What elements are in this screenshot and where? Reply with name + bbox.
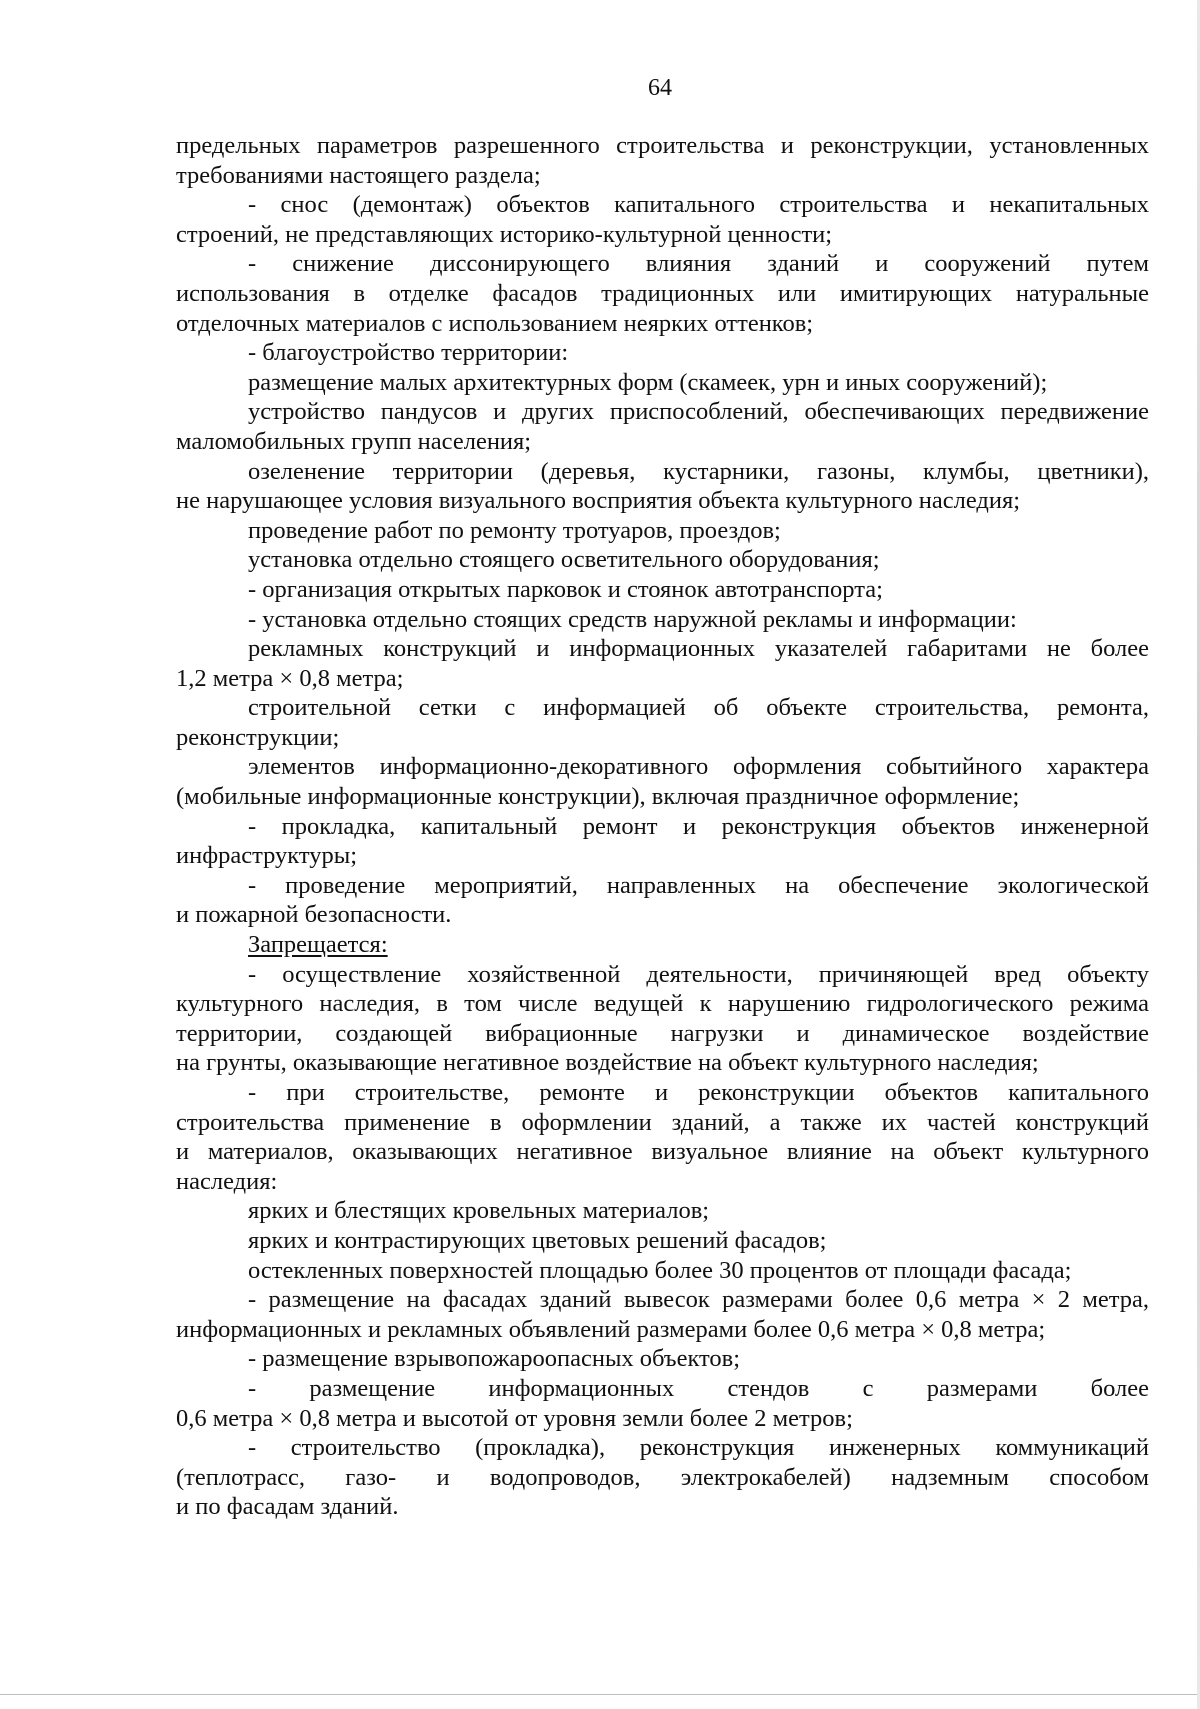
- text-line-content: информационных и рекламных объявлений размерами более 0,6 метра × 0,8 метра;: [176, 1315, 1046, 1343]
- text-line: [176, 1256, 1149, 1286]
- text-line-content: - размещение на фасадах зданий вывесок размерами более 0,6 метра × 2 метра,: [248, 1286, 1149, 1314]
- text-line: [176, 723, 1149, 753]
- text-line: [176, 1315, 1149, 1345]
- text-line-content: (мобильные информационные конструкции), включая праздничное оформление;: [176, 783, 1020, 811]
- text-line: [176, 457, 1149, 487]
- text-line-content: остекленных поверхностей площадью более 30 процентов от площади фасада;: [248, 1256, 1072, 1284]
- text-line-content: - размещение взрывопожароопасных объектов;: [248, 1345, 741, 1373]
- text-line: [176, 161, 1149, 191]
- text-line: [176, 1226, 1149, 1256]
- scan-bottom-edge: [0, 1694, 1200, 1695]
- text-line-content: - благоустройство территории:: [248, 339, 569, 367]
- text-line: [176, 309, 1149, 339]
- text-line-content: строительной сетки с информацией об объекте строительства, ремонта,: [248, 694, 1149, 722]
- text-line: [176, 693, 1149, 723]
- text-line-content: - организация открытых парковок и стоянок автотранспорта;: [248, 575, 883, 603]
- text-line: [176, 1344, 1149, 1374]
- text-line: [176, 930, 1149, 960]
- text-line-content: элементов информационно-декоративного оформления событийного характера: [248, 753, 1149, 781]
- text-line-content: - прокладка, капитальный ремонт и реконструкция объектов инженерной: [248, 812, 1149, 840]
- text-line: [176, 960, 1149, 990]
- text-line-content: 0,6 метра × 0,8 метра и высотой от уровня земли более 2 метров;: [176, 1404, 853, 1432]
- text-line-content: - снижение диссонирующего влияния зданий и сооружений путем: [248, 250, 1149, 278]
- text-line-content: - снос (демонтаж) объектов капитального строительства и некапитальных: [248, 191, 1149, 219]
- text-line-content: культурного наследия, в том числе ведущей к нарушению гидрологического режима: [176, 990, 1149, 1018]
- text-line-content: установка отдельно стоящего осветительного оборудования;: [248, 546, 880, 574]
- text-line-content: инфраструктуры;: [176, 842, 358, 870]
- text-line-content: озеленение территории (деревья, кустарники, газоны, клумбы, цветники),: [248, 457, 1149, 485]
- text-line: [176, 338, 1149, 368]
- text-line: [176, 279, 1149, 309]
- text-line: [176, 427, 1149, 457]
- text-line-content: проведение работ по ремонту тротуаров, проездов;: [248, 516, 781, 544]
- text-line: [176, 989, 1149, 1019]
- text-line-content: строительства применение в оформлении зданий, а также их частей конструкций: [176, 1108, 1149, 1136]
- text-line: [176, 1433, 1149, 1463]
- text-line: [176, 634, 1149, 664]
- text-line: [176, 516, 1149, 546]
- text-line-content: наследия:: [176, 1167, 278, 1195]
- page-number: 64: [648, 75, 672, 101]
- text-line: [176, 1048, 1149, 1078]
- text-line-content: территории, создающей вибрационные нагрузки и динамическое воздействие: [176, 1019, 1149, 1047]
- text-line-content: 1,2 метра × 0,8 метра;: [176, 664, 404, 692]
- text-line: [176, 605, 1149, 635]
- text-line-content: использования в отделке фасадов традиционных или имитирующих натуральные: [176, 279, 1149, 307]
- text-line: [176, 1374, 1149, 1404]
- text-line-content: и материалов, оказывающих негативное визуальное влияние на объект культурного: [176, 1138, 1149, 1166]
- text-line: [176, 900, 1149, 930]
- text-line: [176, 1463, 1149, 1493]
- text-line: [176, 871, 1149, 901]
- section-heading: Запрещается:: [248, 931, 388, 959]
- text-line-content: маломобильных групп населения;: [176, 427, 532, 455]
- text-line-content: устройство пандусов и других приспособлений, обеспечивающих передвижение: [248, 398, 1149, 426]
- text-line: [176, 1492, 1149, 1522]
- text-line-content: рекламных конструкций и информационных указателей габаритами не более: [248, 635, 1149, 663]
- text-line-content: - размещение информационных стендов с размерами более: [248, 1374, 1149, 1402]
- text-line: [176, 545, 1149, 575]
- text-line: [176, 1108, 1149, 1138]
- text-line-content: и пожарной безопасности.: [176, 901, 452, 929]
- text-line-content: реконструкции;: [176, 723, 340, 751]
- text-line: [176, 397, 1149, 427]
- text-line: [176, 841, 1149, 871]
- text-line-content: предельных параметров разрешенного строительства и реконструкции, установленных: [176, 132, 1149, 159]
- text-line-content: ярких и контрастирующих цветовых решений фасадов;: [248, 1226, 827, 1254]
- text-line-content: (теплотрасс, газо- и водопроводов, электрокабелей) надземным способом: [176, 1463, 1149, 1491]
- text-line: [176, 1404, 1149, 1434]
- text-line-content: отделочных материалов с использованием неярких оттенков;: [176, 309, 814, 337]
- text-line-content: - строительство (прокладка), реконструкция инженерных коммуникаций: [248, 1434, 1149, 1462]
- text-line: [176, 1167, 1149, 1197]
- text-line-content: не нарушающее условия визуального восприятия объекта культурного наследия;: [176, 487, 1021, 515]
- text-line-content: размещение малых архитектурных форм (скамеек, урн и иных сооружений);: [248, 368, 1048, 396]
- text-line: [176, 575, 1149, 605]
- text-line: [176, 1137, 1149, 1167]
- text-line: [176, 782, 1149, 812]
- text-line: [176, 664, 1149, 694]
- text-line-content: требованиями настоящего раздела;: [176, 161, 541, 189]
- text-line: [176, 220, 1149, 250]
- text-line: [176, 190, 1149, 220]
- text-line-content: - установка отдельно стоящих средств наружной рекламы и информации:: [248, 605, 1017, 633]
- text-line-content: - проведение мероприятий, направленных на обеспечение экологической: [248, 871, 1149, 899]
- text-line-content: строений, не представляющих историко-культурной ценности;: [176, 220, 833, 248]
- text-line: [176, 249, 1149, 279]
- text-line-content: - осуществление хозяйственной деятельности, причиняющей вред объекту: [248, 960, 1149, 988]
- text-line: [176, 1196, 1149, 1226]
- text-line: [176, 812, 1149, 842]
- text-line: [176, 1285, 1149, 1315]
- text-line-content: на грунты, оказывающие негативное воздействие на объект культурного наследия;: [176, 1049, 1039, 1077]
- text-line: [176, 486, 1149, 516]
- text-line-content: и по фасадам зданий.: [176, 1493, 399, 1521]
- text-line-content: - при строительстве, ремонте и реконструкции объектов капитального: [248, 1079, 1149, 1106]
- text-line-content: ярких и блестящих кровельных материалов;: [248, 1197, 710, 1225]
- text-line: [176, 1019, 1149, 1049]
- text-line: [176, 752, 1149, 782]
- text-line: [176, 368, 1149, 398]
- document-body: [176, 131, 1149, 1522]
- text-line: [176, 1078, 1149, 1108]
- text-line: [176, 131, 1149, 161]
